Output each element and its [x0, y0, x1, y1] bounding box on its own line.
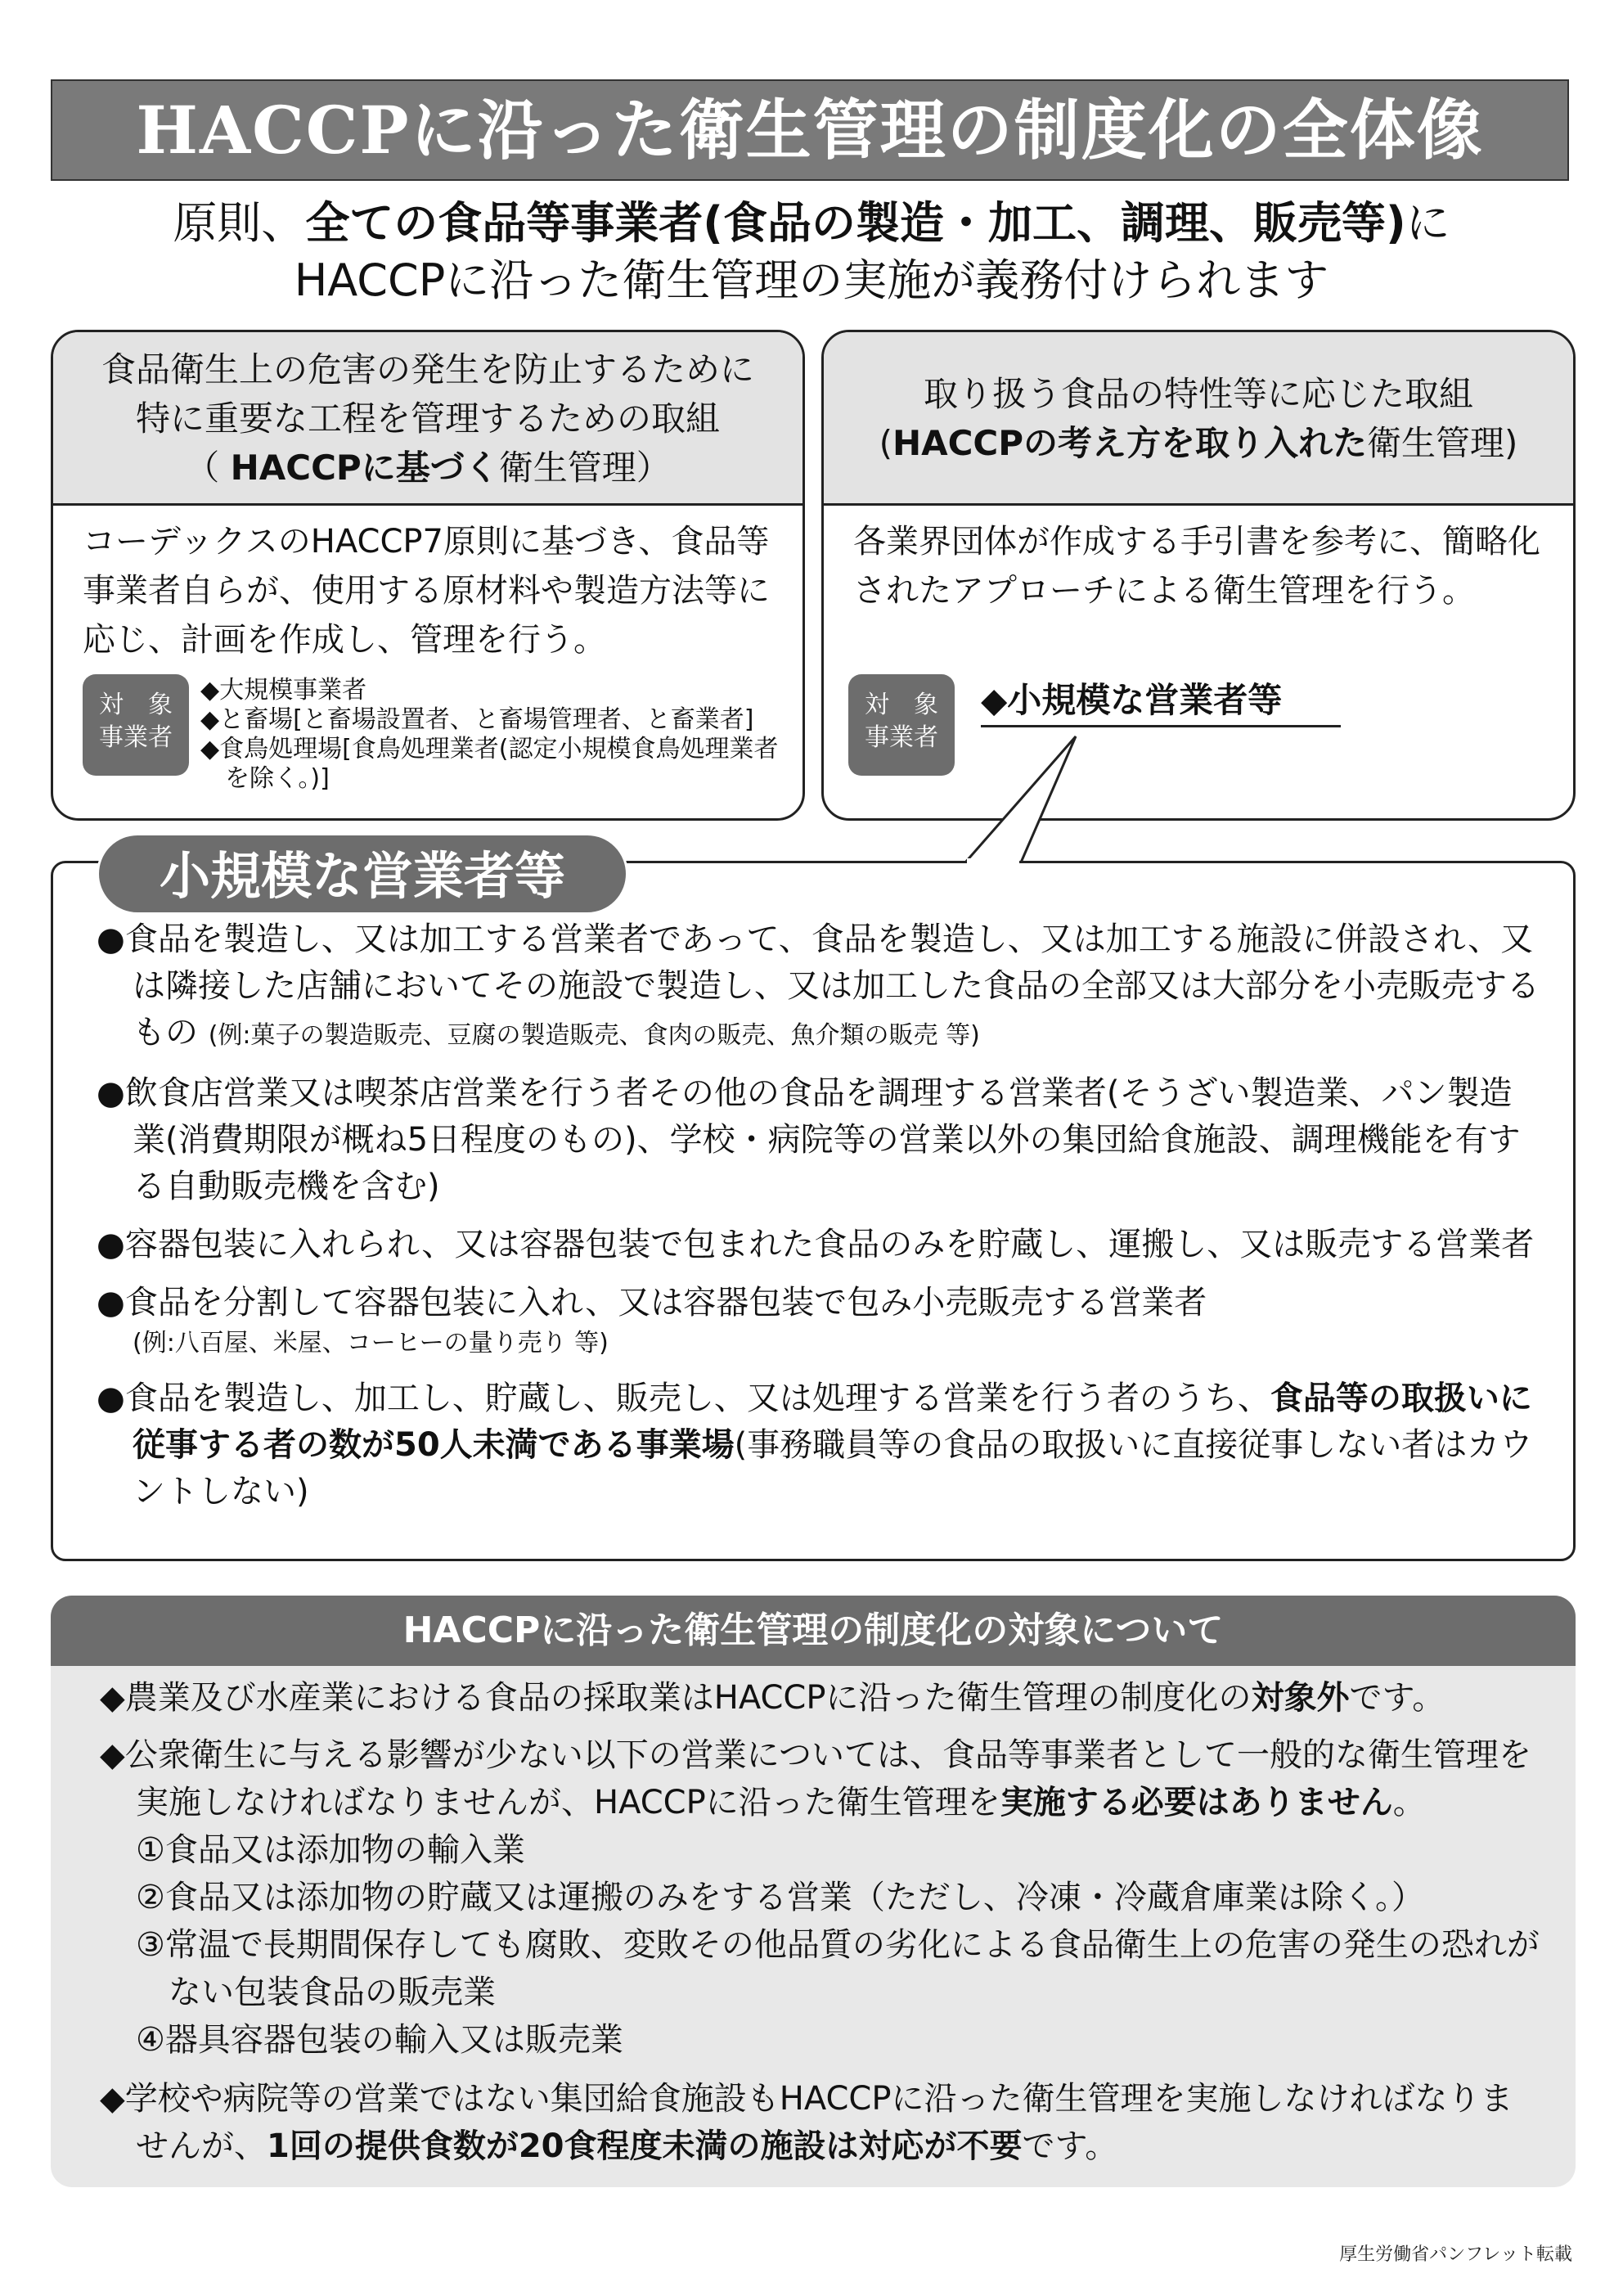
- list-item: ●容器包装に入れられ、又は容器包装で包まれた食品のみを貯蔵し、運搬し、又は販売する営業者: [97, 1226, 1535, 1263]
- scope-item: ◆農業及び水産業における食品の採取業はHACCPに沿った衛生管理の制度化の対象外です。: [100, 1679, 1445, 1717]
- target-item: ◆食鳥処理場[食鳥処理業者(認定小規模食鳥処理業者を除く。)]: [200, 735, 779, 793]
- scope-panel: [51, 1596, 1576, 2187]
- page-title: HACCPに沿った衛生管理の制度化の全体像: [51, 79, 1569, 181]
- list-item: ●食品を製造し、加工し、貯蔵し、販売し、又は処理する営業を行う者のうち、食品等の取扱いに従事する者の数が50人未満である事業場(事務職員等の食品の取扱いに直接従事しない者はカウントしない): [97, 1380, 1533, 1510]
- haccp-approach-box-header: 取り扱う食品の特性等に応じた取組 (HACCPの考え方を取り入れた衛生管理): [824, 332, 1573, 506]
- scope-subitem: ②食品又は添加物の貯蔵又は運搬のみをする営業（ただし、冷凍・冷蔵倉庫業は除く。）: [136, 1879, 1425, 1916]
- haccp-based-box-header: 食品衛生上の危害の発生を防止するために 特に重要な工程を管理するための取組 （ HACCPに基づく衛生管理）: [53, 332, 803, 506]
- small-business-list: [97, 916, 1544, 1527]
- intro-line-1: 原則、全ての食品等事業者(食品の製造・加工、調理、販売等)に: [173, 197, 1450, 249]
- scope-heading: HACCPに沿った衛生管理の制度化の対象について: [51, 1596, 1576, 1666]
- target-business-tag: 対 象 事業者: [83, 674, 189, 776]
- scope-subitem: ①食品又は添加物の輸入業: [136, 1831, 525, 1869]
- small-business-target: ◆小規模な営業者等: [981, 676, 1341, 727]
- scope-subitem: ③常温で長期間保存しても腐敗、変敗その他品質の劣化による食品衛生上の危害の発生の恐れがない包装食品の販売業: [136, 1926, 1540, 2011]
- list-item: ●食品を分割して容器包装に入れ、又は容器包装で包み小売販売する営業者: [97, 1284, 1207, 1321]
- list-item: ●食品を製造し、又は加工する営業者であって、食品を製造し、又は加工する施設に併設され、又は隣接した店舗においてその施設で製造し、又は加工した食品の全部又は大部分を小売販売するもの (例:菓子の製造販売、豆腐の製造販売、食肉の販売、魚介類の販売 等): [97, 921, 1540, 1051]
- target-business-tag: 対 象 事業者: [848, 674, 955, 776]
- intro-line-2: HACCPに沿った衛生管理の実施が義務付けられます: [294, 254, 1329, 306]
- speech-pointer: [0, 0, 1623, 900]
- scope-item: ◆学校や病院等の営業ではない集団給食施設もHACCPに沿った衛生管理を実施しなければなりませんが、1回の提供食数が20食程度未満の施設は対応が不要です。: [100, 2080, 1513, 2165]
- list-item: ●飲食店営業又は喫茶店営業を行う者その他の食品を調理する営業者(そうざい製造業、パン製造業(消費期限が概ね5日程度のもの)、学校・病院等の営業以外の集団給食施設、調理機能を有する自動販売機を含む): [97, 1074, 1521, 1205]
- target-item: ◆と畜場[と畜場設置者、と畜場管理者、と畜業者]: [200, 705, 754, 734]
- scope-item: ◆公衆衛生に与える影響が少ない以下の営業については、食品等事業者として一般的な衛生管理を実施しなければなりませんが、HACCPに沿った衛生管理を実施する必要はありません。: [100, 1736, 1531, 1821]
- scope-subitem: ④器具容器包装の輸入又は販売業: [136, 2021, 623, 2059]
- haccp-based-description: コーデックスのHACCP7原則に基づき、食品等事業者自らが、使用する原材料や製造方法等に応じ、計画を作成し、管理を行う。: [83, 523, 770, 659]
- list-item-example: (例:八百屋、米屋、コーヒーの量り売り 等): [133, 1329, 609, 1357]
- small-business-heading: 小規模な営業者等: [97, 833, 628, 915]
- haccp-approach-description: 各業界団体が作成する手引書を参考に、簡略化されたアプローチによる衛生管理を行う。: [853, 523, 1540, 610]
- source-credit: 厚生労働省パンフレット転載: [1339, 2244, 1572, 2265]
- target-item: ◆大規模事業者: [200, 676, 367, 705]
